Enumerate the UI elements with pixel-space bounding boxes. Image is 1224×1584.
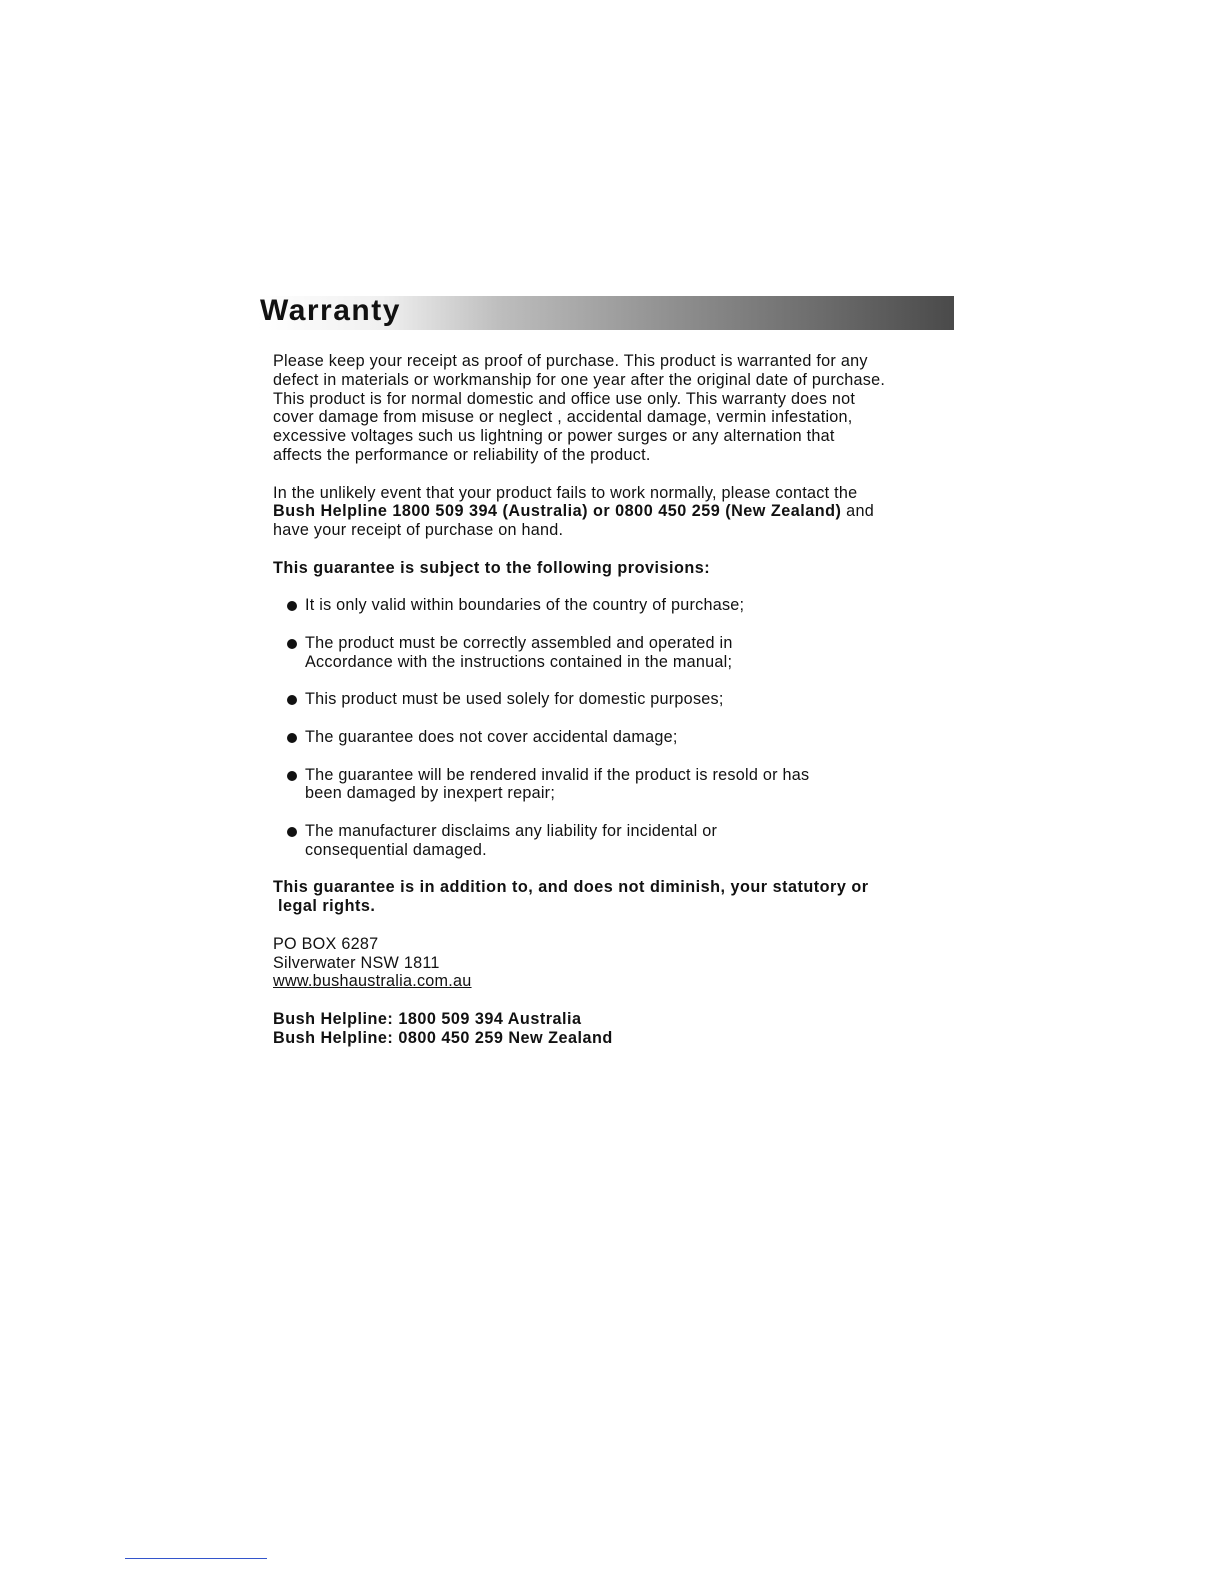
list-item [273,766,963,804]
intro-paragraph [273,352,963,465]
bullet-icon [287,771,297,781]
list-item [273,728,963,747]
list-item-text: The guarantee will be rendered invalid if the product is resold or has [305,765,810,784]
helpline-australia: Bush Helpline: 1800 509 394 Australia [273,1009,582,1028]
po-box: PO BOX 6287 [273,934,379,953]
intro-line: cover damage from misuse or neglect , accidental damage, vermin infestation, [273,408,853,427]
helpline-new-zealand: Bush Helpline: 0800 450 259 New Zealand [273,1028,613,1047]
intro-line: This product is for normal domestic and office use only. This warranty does not [273,389,856,408]
list-item-text: The guarantee does not cover accidental damage; [305,727,678,746]
bullet-icon [287,601,297,611]
bullet-icon [287,733,297,743]
list-item-text: This product must be used solely for domestic purposes; [305,690,724,709]
list-item-text: consequential damaged. [305,840,487,859]
list-item-text: The manufacturer disclaims any liability for incidental or [305,821,718,840]
list-item-text: It is only valid within boundaries of the country of purchase; [305,596,745,615]
provisions-heading: This guarantee is subject to the following provisions: [273,558,711,577]
page-title: Warranty [260,294,401,327]
provisions-list [273,596,963,859]
list-item [273,596,963,615]
contact-line: In the unlikely event that your product fails to work normally, please contact the [273,483,858,502]
city: Silverwater NSW 1811 [273,953,440,972]
statutory-line: This guarantee is in addition to, and does not diminish, your statutory or [273,878,869,897]
list-item-text: Accordance with the instructions contained in the manual; [305,652,733,671]
intro-line: affects the performance or reliability of the product. [273,445,651,464]
intro-line: excessive voltages such us lightning or power surges or any alternation that [273,427,835,446]
intro-line: defect in materials or workmanship for one year after the original date of purchase. [273,370,886,389]
intro-line: Please keep your receipt as proof of purchase. This product is warranted for any [273,352,868,370]
list-item [273,690,963,709]
list-item [273,822,963,860]
contact-helpline-line [273,502,963,521]
list-item-text: The product must be correctly assembled and operated in [305,633,733,652]
helpline-numbers: Bush Helpline 1800 509 394 (Australia) or 0800 450 259 (New Zealand) [273,502,842,521]
bullet-icon [287,695,297,705]
contact-line-tail: and [841,502,874,521]
bullet-icon [287,827,297,837]
footer-divider [125,1558,267,1559]
bullet-icon [287,639,297,649]
website-link[interactable]: www.bushaustralia.com.au [273,972,472,991]
warranty-content [273,352,963,1047]
helplines-block [273,1010,963,1048]
statutory-rights-notice [273,878,963,916]
contact-paragraph [273,484,963,540]
list-item-text: been damaged by inexpert repair; [305,784,556,803]
address-block [273,935,963,991]
list-item [273,634,963,672]
contact-line: have your receipt of purchase on hand. [273,521,564,540]
statutory-line: legal rights. [273,897,376,916]
